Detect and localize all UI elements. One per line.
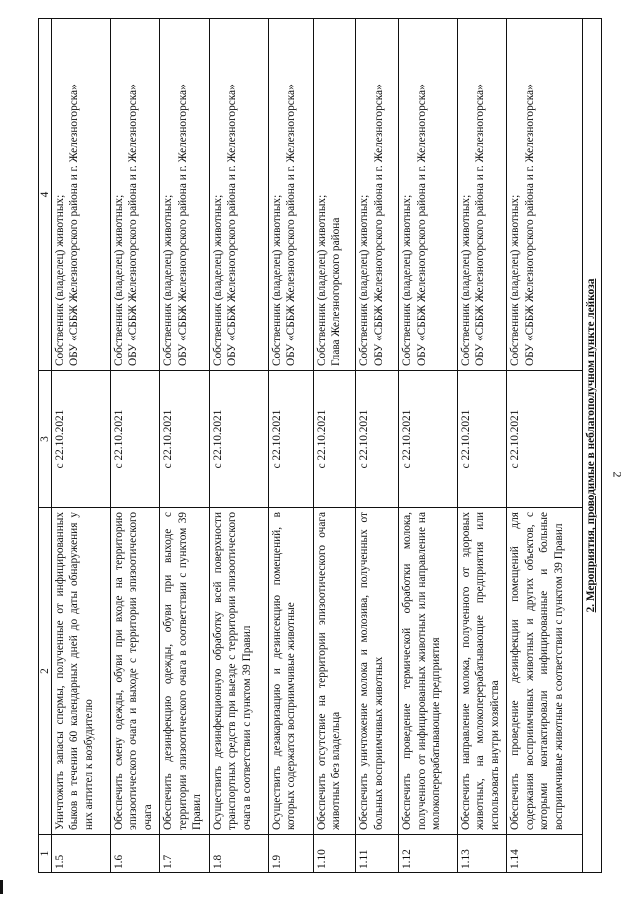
responsible-owner: Собственник (владелец) животных; bbox=[358, 194, 371, 366]
responsible-owner: Собственник (владелец) животных; bbox=[270, 194, 283, 366]
row-date: с 22.10.2021 bbox=[507, 371, 583, 508]
row-number: 1.6 bbox=[110, 835, 160, 873]
responsible-org: ОБУ «СББЖ Железногорского района и г. Железногорска» bbox=[176, 84, 189, 366]
row-action: Обеспечить направление молока, полученного от здоровых животных, на молокоперерабатывающие предприятия или использовать внутри хозяйства bbox=[457, 508, 507, 835]
page-number: 2 bbox=[610, 471, 625, 478]
row-date: с 22.10.2021 bbox=[110, 371, 160, 508]
table-row bbox=[356, 19, 399, 873]
row-date: с 22.10.2021 bbox=[52, 371, 111, 508]
table-row bbox=[160, 19, 210, 873]
responsible-owner: Собственник (владелец) животных; bbox=[112, 194, 125, 366]
row-number: 1.8 bbox=[209, 835, 268, 873]
header-col-3: 3 bbox=[39, 371, 52, 508]
row-number: 1.13 bbox=[457, 835, 507, 873]
row-date: с 22.10.2021 bbox=[457, 371, 507, 508]
row-date: с 22.10.2021 bbox=[313, 371, 356, 508]
row-action: Обеспечить проведение дезинфекции помещений для содержания восприимчивых животных и других объектов, с которыми контактировали инфицированные и больные восприимчивые животные в соответствии с пунктом 39 Правил bbox=[507, 508, 583, 835]
row-action: Обеспечить уничтожение молока и молозива, полученных от больных восприимчивых животных bbox=[356, 508, 399, 835]
row-responsible bbox=[356, 19, 399, 371]
measures-table bbox=[38, 18, 602, 873]
section-title: 2. Мероприятия, проводимые в неблагополучном пункте лейкоза bbox=[583, 19, 602, 873]
row-action: Обеспечить смену одежды, обуви при входе на территорию эпизоотического очага и выходе с территории эпизоотического очага bbox=[110, 508, 160, 835]
scan-mark bbox=[0, 880, 3, 894]
responsible-org: ОБУ «СББЖ Железногорского района и г. Железногорска» bbox=[523, 84, 536, 366]
header-col-4: 4 bbox=[39, 19, 52, 371]
row-responsible bbox=[209, 19, 268, 371]
table-row bbox=[52, 19, 111, 873]
row-number: 1.9 bbox=[268, 835, 313, 873]
header-row bbox=[39, 19, 52, 873]
row-date: с 22.10.2021 bbox=[356, 371, 399, 508]
row-number: 1.5 bbox=[52, 835, 111, 873]
row-responsible bbox=[399, 19, 458, 371]
responsible-owner: Собственник (владелец) животных; bbox=[162, 194, 175, 366]
row-action: Осуществить дезакаризацию и дезинсекцию помещений, в которых содержатся восприимчивые животные bbox=[268, 508, 313, 835]
table-row bbox=[399, 19, 458, 873]
responsible-head: Глава Железногорского района bbox=[330, 217, 342, 366]
responsible-owner: Собственник (владелец) животных; bbox=[459, 194, 472, 366]
responsible-owner: Собственник (владелец) животных; bbox=[54, 194, 66, 366]
responsible-owner: Собственник (владелец) животных; bbox=[211, 194, 224, 366]
row-responsible bbox=[268, 19, 313, 371]
responsible-org: ОБУ «СББЖ Железногорского района и г. Железногорска» bbox=[68, 84, 81, 366]
responsible-owner: Собственник (владелец) животных; bbox=[509, 194, 522, 366]
row-number: 1.10 bbox=[313, 835, 356, 873]
row-action: Обеспечить дезинфекцию одежды, обуви при выходе с территории эпизоотического очага в соответствии с пунктом 39 Правил bbox=[160, 508, 210, 835]
responsible-org: ОБУ «СББЖ Железногорского района и г. Железногорска» bbox=[226, 84, 239, 366]
responsible-org: ОБУ «СББЖ Железногорского района и г. Железногорска» bbox=[372, 84, 385, 366]
responsible-org: ОБУ «СББЖ Железногорского района и г. Железногорска» bbox=[285, 84, 298, 366]
section-row bbox=[583, 19, 602, 873]
row-date: с 22.10.2021 bbox=[268, 371, 313, 508]
table-row bbox=[507, 19, 583, 873]
row-date: с 22.10.2021 bbox=[209, 371, 268, 508]
row-responsible bbox=[52, 19, 111, 371]
header-col-2: 2 bbox=[39, 508, 52, 835]
responsible-owner: Собственник (владелец) животных; bbox=[401, 194, 414, 366]
row-action: Обеспечить отсутствие на территории эпизоотического очага животных без владельца bbox=[313, 508, 356, 835]
row-number: 1.12 bbox=[399, 835, 458, 873]
responsible-org: ОБУ «СББЖ Железногорского района и г. Железногорска» bbox=[474, 84, 487, 366]
responsible-org: ОБУ «СББЖ Железногорского района и г. Железногорска» bbox=[415, 84, 428, 366]
table-row bbox=[110, 19, 160, 873]
table-row bbox=[268, 19, 313, 873]
table-row bbox=[457, 19, 507, 873]
row-number: 1.11 bbox=[356, 835, 399, 873]
row-action: Обеспечить проведение термической обработки молока, полученного от инфицированных животных или направление на молокоперерабатывающие предприятия bbox=[399, 508, 458, 835]
table-row bbox=[209, 19, 268, 873]
row-responsible bbox=[313, 19, 356, 371]
table-row bbox=[313, 19, 356, 873]
responsible-org: ОБУ «СББЖ Железногорского района и г. Железногорска» bbox=[127, 84, 140, 366]
header-col-1: 1 bbox=[39, 835, 52, 873]
row-responsible bbox=[507, 19, 583, 371]
row-action: Осуществить дезинфекционную обработку всей поверхности транспортных средств при выезде с территории эпизоотического очага в соответствии с пунктом 39 Правил bbox=[209, 508, 268, 835]
rotated-page bbox=[38, 19, 602, 873]
responsible-owner: Собственник (владелец) животных; bbox=[315, 194, 328, 366]
row-date: с 22.10.2021 bbox=[160, 371, 210, 508]
row-number: 1.7 bbox=[160, 835, 210, 873]
row-responsible bbox=[160, 19, 210, 371]
row-responsible bbox=[457, 19, 507, 371]
row-responsible bbox=[110, 19, 160, 371]
row-number: 1.14 bbox=[507, 835, 583, 873]
row-date: с 22.10.2021 bbox=[399, 371, 458, 508]
row-action: Уничтожить запасы спермы, полученные от инфицированных быков в течении 60 календарных дней до даты обнаружения у них антител к возбудителю bbox=[52, 508, 111, 835]
